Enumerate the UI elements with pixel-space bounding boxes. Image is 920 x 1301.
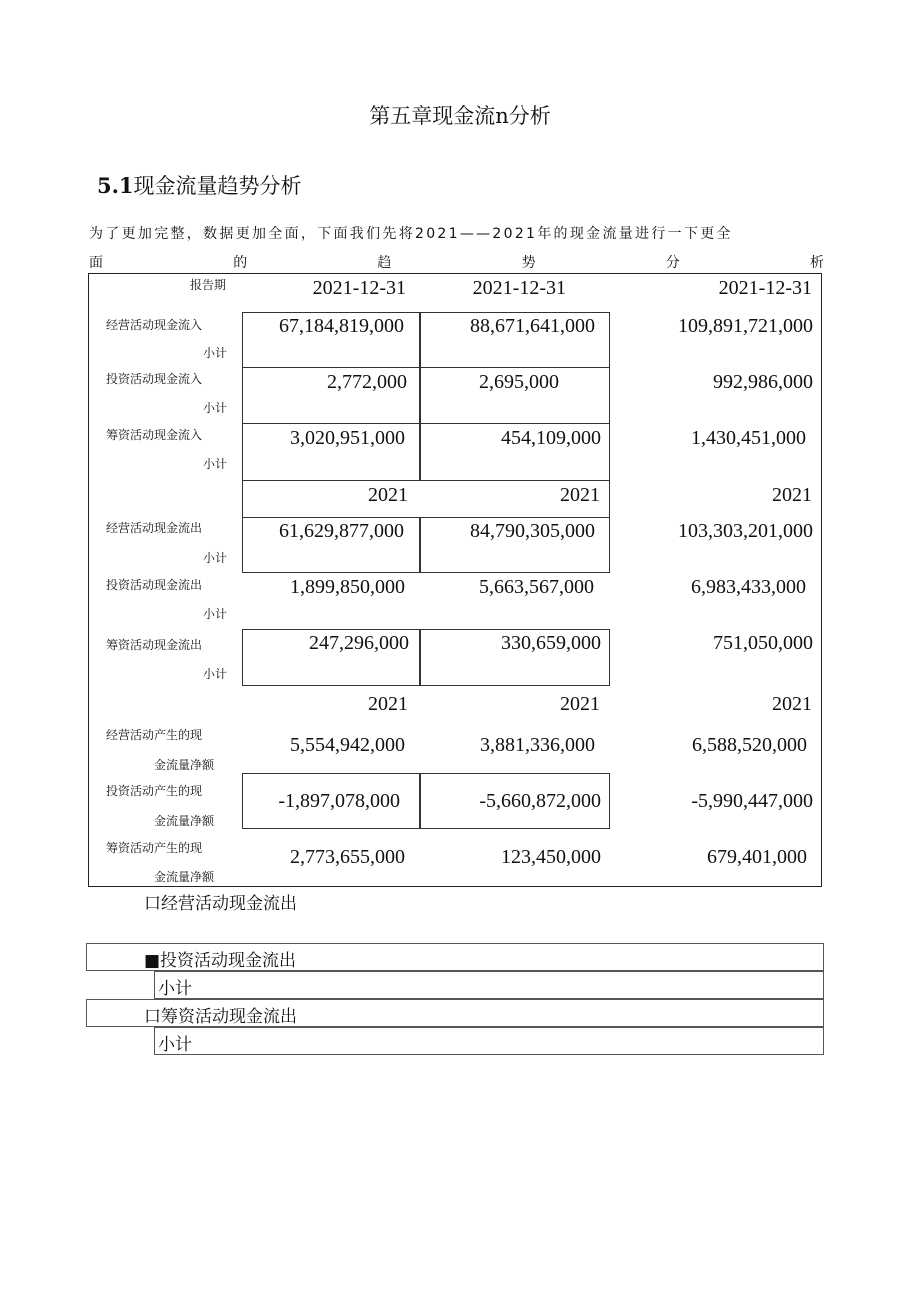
row-label: 经营活动现金流入: [106, 318, 203, 332]
table-cell: 5,554,942,000: [290, 734, 405, 756]
table-divider: [419, 312, 421, 368]
legend-sub-box: [154, 971, 824, 999]
intro-char: 的: [233, 255, 248, 271]
table-cell: 1,430,451,000: [691, 427, 806, 449]
legend-item-operating-outflow: 口经营活动现金流出: [144, 894, 297, 914]
table-cell: 330,659,000: [501, 632, 601, 654]
table-divider: [419, 773, 421, 829]
table-cell: 2,695,000: [479, 371, 559, 393]
table-cell: 5,663,567,000: [479, 576, 594, 598]
row-sublabel: 金流量净额: [154, 870, 215, 884]
table-cell: 61,629,877,000: [279, 520, 404, 542]
year-header: 2021: [368, 693, 408, 715]
row-sublabel: 小计: [203, 457, 228, 471]
row-sublabel: 小计: [203, 401, 228, 415]
table-cell: 2,772,000: [327, 371, 407, 393]
table-cell: -1,897,078,000: [278, 790, 400, 812]
row-sublabel: 小计: [203, 551, 228, 565]
table-cell: 3,020,951,000: [290, 427, 405, 449]
row-label: 筹资活动现金流出: [106, 638, 203, 652]
table-cell: 123,450,000: [501, 846, 601, 868]
legend-item-financing-outflow: 口筹资活动现金流出: [144, 1007, 297, 1027]
row-label: 筹资活动现金流入: [106, 428, 203, 442]
year-header: 2021: [772, 484, 812, 506]
row-sublabel: 金流量净额: [154, 814, 215, 828]
table-cell: 103,303,201,000: [678, 520, 813, 542]
legend-sub-box: [154, 1027, 824, 1055]
year-header: 2021-12-31: [312, 277, 406, 299]
row-sublabel: 金流量净额: [154, 758, 215, 772]
year-header: 2021-12-31: [718, 277, 812, 299]
table-cell: 3,881,336,000: [480, 734, 595, 756]
report-period-label: 报告期: [190, 278, 227, 292]
chapter-title: 第五章现金流n分析: [369, 104, 551, 128]
table-cell: -5,990,447,000: [691, 790, 813, 812]
year-header: 2021: [560, 693, 600, 715]
table-divider: [419, 517, 421, 573]
intro-char: 析: [809, 255, 824, 271]
table-cell: 6,983,433,000: [691, 576, 806, 598]
year-header: 2021: [368, 484, 408, 506]
legend-subtotal-label: 小计: [158, 979, 192, 999]
table-cell: 2,773,655,000: [290, 846, 405, 868]
intro-char: 趋: [377, 255, 392, 271]
intro-paragraph-line2: [89, 252, 824, 272]
table-cell: 109,891,721,000: [678, 315, 813, 337]
row-label: 筹资活动产生的现: [106, 841, 203, 855]
table-cell: 6,588,520,000: [692, 734, 807, 756]
table-cell: -5,660,872,000: [479, 790, 601, 812]
intro-paragraph-line1: 为了更加完整，数据更加全面，下面我们先将2021——2021年的现金流量进行一下更全: [89, 226, 733, 242]
table-divider: [419, 629, 421, 686]
row-label: 投资活动产生的现: [106, 784, 203, 798]
row-label: 经营活动产生的现: [106, 728, 203, 742]
table-divider: [419, 423, 421, 481]
table-cell: 679,401,000: [707, 846, 807, 868]
legend-item-investing-outflow: ■投资活动现金流出: [144, 951, 297, 971]
table-cell: 751,050,000: [713, 632, 813, 654]
table-cell: 67,184,819,000: [279, 315, 404, 337]
row-label: 投资活动现金流出: [106, 578, 203, 592]
table-cell: 84,790,305,000: [470, 520, 595, 542]
year-header: 2021-12-31: [472, 277, 566, 299]
table-cell: 88,671,641,000: [470, 315, 595, 337]
table-cell: 992,986,000: [713, 371, 813, 393]
row-label: 投资活动现金流入: [106, 372, 203, 386]
intro-char: 分: [665, 255, 680, 271]
table-divider: [419, 367, 421, 424]
section-number: 5.1: [97, 173, 134, 198]
table-cell: 247,296,000: [309, 632, 409, 654]
table-cell: 1,899,850,000: [290, 576, 405, 598]
section-heading-text: 现金流量趋势分析: [133, 174, 302, 198]
row-sublabel: 小计: [203, 607, 228, 621]
section-title: [97, 170, 302, 200]
intro-char: 面: [89, 255, 103, 271]
row-sublabel: 小计: [203, 667, 228, 681]
row-label: 经营活动现金流出: [106, 521, 203, 535]
table-cell: 454,109,000: [501, 427, 601, 449]
intro-char: 势: [521, 255, 536, 271]
year-header: 2021: [772, 693, 812, 715]
year-header: 2021: [560, 484, 600, 506]
legend-subtotal-label: 小计: [158, 1035, 192, 1055]
row-sublabel: 小计: [203, 346, 228, 360]
